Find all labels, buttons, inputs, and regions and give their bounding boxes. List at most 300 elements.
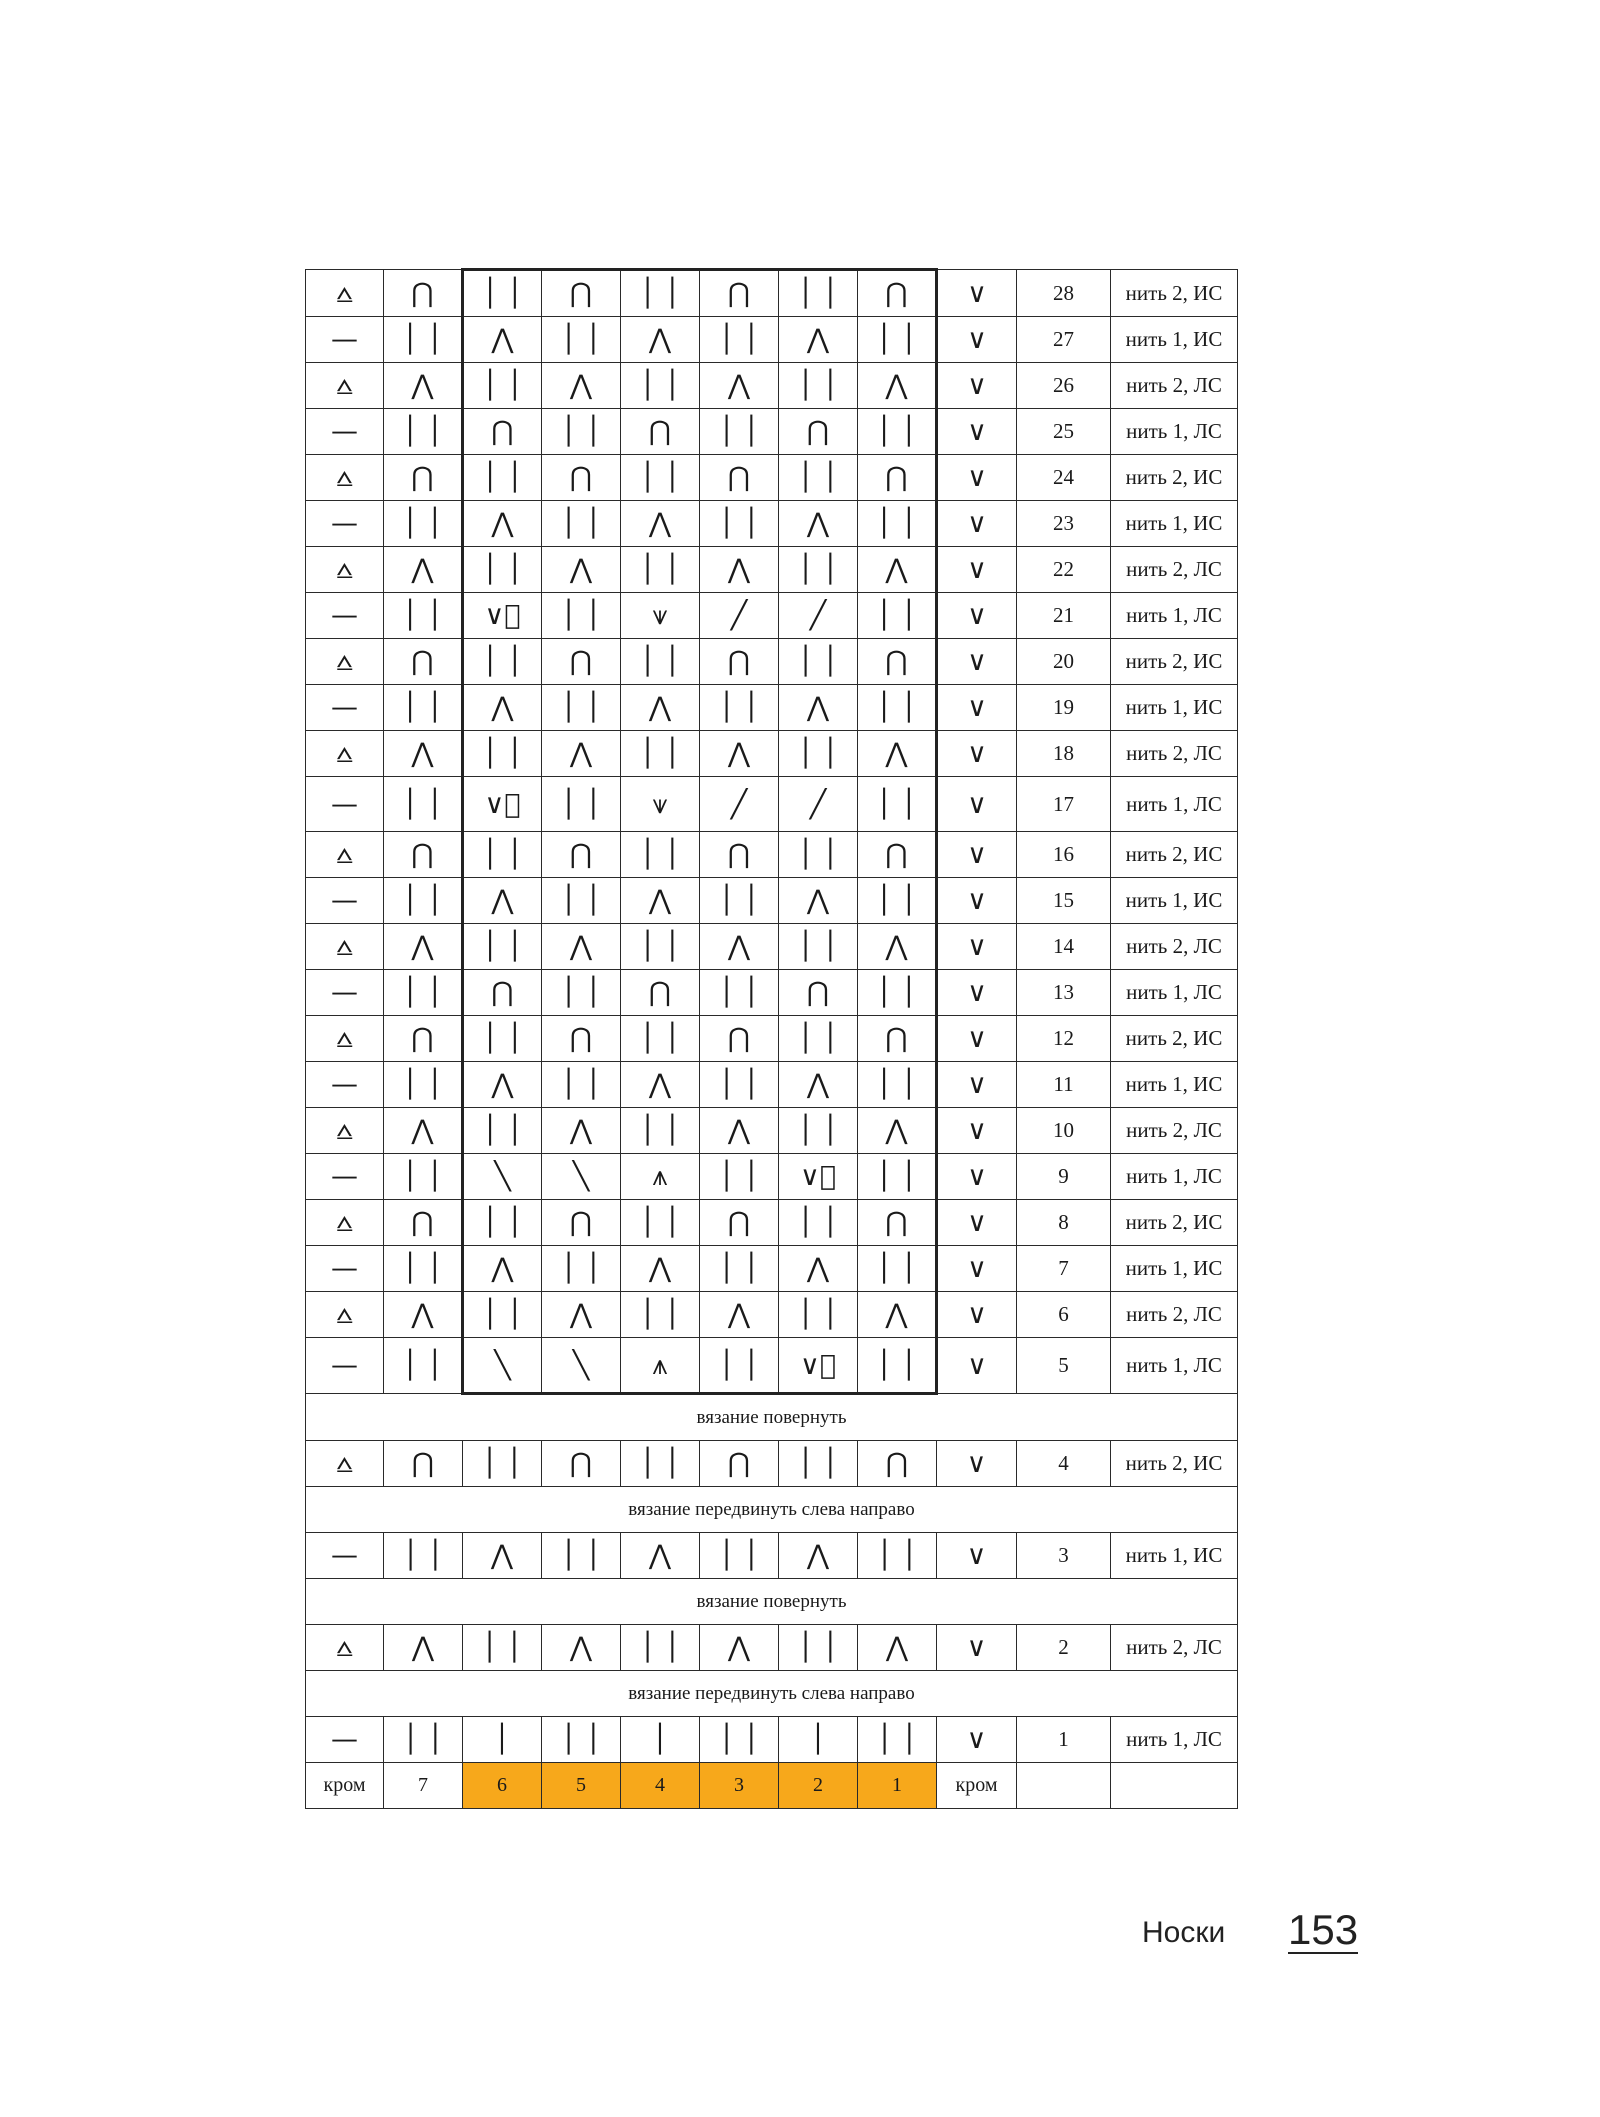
- stitch-symbol: │ │: [542, 1717, 621, 1763]
- stitch-number: 1: [858, 1763, 937, 1809]
- stitch-symbol: ⩟: [306, 1625, 384, 1671]
- stitch-symbol: ⋂: [542, 1016, 621, 1062]
- stitch-symbol: │ │: [542, 501, 621, 547]
- stitch-symbol: │ │: [384, 878, 463, 924]
- stitch-symbol: ∨: [937, 547, 1017, 593]
- yarn-side-label: нить 2, ЛС: [1111, 924, 1238, 970]
- stitch-symbol: │ │: [621, 1200, 700, 1246]
- chart-row: [306, 924, 1238, 970]
- chart-row: [306, 1717, 1238, 1763]
- stitch-symbol: │ │: [700, 409, 779, 455]
- stitch-symbol: │ │: [463, 639, 542, 685]
- chart-row: [306, 832, 1238, 878]
- yarn-side-label: нить 1, ЛС: [1111, 1154, 1238, 1200]
- stitch-symbol: │ │: [384, 1062, 463, 1108]
- stitch-symbol: │ │: [700, 1154, 779, 1200]
- yarn-side-label: нить 2, ЛС: [1111, 1292, 1238, 1338]
- chart-row: [306, 409, 1238, 455]
- stitch-symbol: —: [306, 1717, 384, 1763]
- stitch-symbol: —: [306, 1062, 384, 1108]
- stitch-symbol: ∨͛: [463, 593, 542, 639]
- stitch-symbol: ⩟: [306, 455, 384, 501]
- stitch-symbol: │ │: [779, 924, 858, 970]
- stitch-symbol: ∨: [937, 1292, 1017, 1338]
- stitch-symbol: │ │: [858, 777, 937, 832]
- stitch-symbol: ⋂: [384, 455, 463, 501]
- stitch-symbol: ⋀: [542, 547, 621, 593]
- stitch-symbol: │: [779, 1717, 858, 1763]
- stitch-symbol: │ │: [779, 1016, 858, 1062]
- stitch-symbol: │ │: [858, 685, 937, 731]
- stitch-symbol: │ │: [779, 1292, 858, 1338]
- stitch-number: 3: [700, 1763, 779, 1809]
- stitch-symbol: ⋂: [858, 1016, 937, 1062]
- stitch-symbol: │ │: [542, 1246, 621, 1292]
- stitch-symbol: —: [306, 685, 384, 731]
- chart-row: [306, 455, 1238, 501]
- stitch-symbol: ⋀: [700, 1292, 779, 1338]
- stitch-symbol: ⋀: [384, 1625, 463, 1671]
- stitch-symbol: ⋀: [384, 1108, 463, 1154]
- stitch-symbol: │ │: [542, 409, 621, 455]
- stitch-symbol: │ │: [463, 1016, 542, 1062]
- stitch-symbol: │ │: [384, 593, 463, 639]
- stitch-symbol: ⋀: [542, 1108, 621, 1154]
- stitch-symbol: ⋂: [384, 1016, 463, 1062]
- stitch-symbol: ∨: [937, 639, 1017, 685]
- stitch-symbol: │ │: [384, 685, 463, 731]
- row-number: 23: [1017, 501, 1111, 547]
- stitch-symbol: ⋀: [463, 1062, 542, 1108]
- stitch-symbol: ⋀: [858, 363, 937, 409]
- yarn-side-label: нить 1, ЛС: [1111, 593, 1238, 639]
- chart-row: [306, 1108, 1238, 1154]
- stitch-symbol: ╲: [542, 1338, 621, 1394]
- stitch-symbol: ∨: [937, 970, 1017, 1016]
- stitch-symbol: ╱: [779, 593, 858, 639]
- stitch-symbol: │ │: [858, 1062, 937, 1108]
- stitch-symbol: │ │: [384, 1338, 463, 1394]
- stitch-symbol: │ │: [384, 1246, 463, 1292]
- stitch-symbol: │ │: [858, 501, 937, 547]
- stitch-symbol: ∨: [937, 1154, 1017, 1200]
- stitch-symbol: ∨: [937, 777, 1017, 832]
- stitch-symbol: ⩟: [306, 270, 384, 317]
- stitch-symbol: ∨: [937, 501, 1017, 547]
- stitch-symbol: │ │: [779, 1625, 858, 1671]
- stitch-symbol: │: [621, 1717, 700, 1763]
- stitch-symbol: ⋀: [384, 547, 463, 593]
- stitch-symbol: ⋀: [779, 317, 858, 363]
- yarn-side-label: нить 1, ИС: [1111, 878, 1238, 924]
- stitch-symbol: │ │: [700, 1717, 779, 1763]
- stitch-symbol: ∨: [937, 363, 1017, 409]
- stitch-symbol: │ │: [542, 685, 621, 731]
- stitch-symbol: │ │: [858, 1154, 937, 1200]
- row-number: 12: [1017, 1016, 1111, 1062]
- chart-row: [306, 1292, 1238, 1338]
- stitch-symbol: │ │: [779, 363, 858, 409]
- row-number: 14: [1017, 924, 1111, 970]
- stitch-symbol: │ │: [700, 1338, 779, 1394]
- row-number: 25: [1017, 409, 1111, 455]
- stitch-symbol: ⋀: [384, 924, 463, 970]
- stitch-symbol: ⋂: [463, 970, 542, 1016]
- stitch-symbol: ╲: [463, 1338, 542, 1394]
- yarn-side-label: нить 2, ИС: [1111, 455, 1238, 501]
- chart-row: [306, 639, 1238, 685]
- stitch-symbol: ∨͛: [779, 1154, 858, 1200]
- stitch-number: 7: [384, 1763, 463, 1809]
- stitch-symbol: │ │: [384, 777, 463, 832]
- yarn-side-label: нить 1, ЛС: [1111, 1338, 1238, 1394]
- yarn-side-label: нить 1, ЛС: [1111, 970, 1238, 1016]
- stitch-symbol: │ │: [779, 547, 858, 593]
- stitch-symbol: ⋀: [463, 501, 542, 547]
- yarn-side-label: нить 2, ИС: [1111, 1016, 1238, 1062]
- stitch-symbol: ⩟: [306, 547, 384, 593]
- stitch-symbol: ∨: [937, 1016, 1017, 1062]
- stitch-symbol: │ │: [463, 1200, 542, 1246]
- stitch-symbol: │ │: [542, 317, 621, 363]
- stitch-symbol: ∨: [937, 924, 1017, 970]
- edge-stitch-label: кром: [306, 1763, 384, 1809]
- stitch-symbol: ⋂: [542, 1441, 621, 1487]
- stitch-symbol: ⋀: [779, 1533, 858, 1579]
- chart-row: [306, 317, 1238, 363]
- stitch-symbol: ⋀: [858, 731, 937, 777]
- section-title: Носки: [1142, 1916, 1226, 1949]
- stitch-symbol: ⋂: [858, 832, 937, 878]
- stitch-symbol: ⩛: [621, 593, 700, 639]
- stitch-symbol: │ │: [779, 731, 858, 777]
- stitch-symbol: ∨: [937, 1062, 1017, 1108]
- stitch-symbol: │ │: [858, 1533, 937, 1579]
- stitch-symbol: │ │: [542, 878, 621, 924]
- stitch-symbol: │ │: [700, 970, 779, 1016]
- stitch-symbol: ⩟: [306, 639, 384, 685]
- chart-row: [306, 1625, 1238, 1671]
- stitch-number: [1111, 1763, 1238, 1809]
- row-number: 24: [1017, 455, 1111, 501]
- chart-row: [306, 363, 1238, 409]
- instruction-note: вязание повернуть: [306, 1579, 1238, 1625]
- stitch-symbol: ⋂: [542, 832, 621, 878]
- row-number: 18: [1017, 731, 1111, 777]
- stitch-symbol: ⋀: [700, 547, 779, 593]
- stitch-symbol: │ │: [621, 270, 700, 317]
- stitch-symbol: ⋀: [542, 1625, 621, 1671]
- stitch-symbol: │ │: [384, 317, 463, 363]
- yarn-side-label: нить 2, ИС: [1111, 832, 1238, 878]
- chart-row: [306, 1533, 1238, 1579]
- stitch-symbol: ╱: [700, 777, 779, 832]
- stitch-symbol: ⋀: [858, 547, 937, 593]
- stitch-symbol: │ │: [384, 1533, 463, 1579]
- stitch-symbol: ⋂: [542, 270, 621, 317]
- stitch-symbol: ⋀: [779, 878, 858, 924]
- stitch-symbol: │ │: [858, 409, 937, 455]
- stitch-symbol: ⋀: [384, 363, 463, 409]
- instruction-row: [306, 1671, 1238, 1717]
- stitch-symbol: │ │: [463, 363, 542, 409]
- chart-row: [306, 1154, 1238, 1200]
- row-number: 2: [1017, 1625, 1111, 1671]
- stitch-symbol: ⋀: [621, 878, 700, 924]
- stitch-symbol: ⋂: [779, 970, 858, 1016]
- stitch-symbol: ⋀: [779, 501, 858, 547]
- stitch-symbol: │ │: [621, 1016, 700, 1062]
- stitch-symbol: ⋀: [542, 924, 621, 970]
- stitch-symbol: ⋀: [700, 363, 779, 409]
- stitch-symbol: ∨: [937, 1625, 1017, 1671]
- stitch-symbol: ⋂: [858, 639, 937, 685]
- yarn-side-label: нить 2, ИС: [1111, 270, 1238, 317]
- row-number: 11: [1017, 1062, 1111, 1108]
- stitch-symbol: ⋂: [621, 409, 700, 455]
- stitch-symbol: ⋂: [700, 832, 779, 878]
- stitch-symbol: ⋂: [700, 455, 779, 501]
- stitch-symbol: │ │: [621, 832, 700, 878]
- stitch-symbol: │ │: [621, 731, 700, 777]
- stitch-symbol: ∨: [937, 455, 1017, 501]
- stitch-symbol: │ │: [621, 1441, 700, 1487]
- stitch-symbol: —: [306, 1154, 384, 1200]
- chart-row: [306, 270, 1238, 317]
- stitch-symbol: ∨: [937, 685, 1017, 731]
- stitch-symbol: ⋂: [858, 1200, 937, 1246]
- stitch-symbol: ⋀: [779, 1246, 858, 1292]
- stitch-symbol: ∨: [937, 317, 1017, 363]
- stitch-symbol: │: [463, 1717, 542, 1763]
- row-number: 1: [1017, 1717, 1111, 1763]
- stitch-symbol: ⋀: [621, 1246, 700, 1292]
- knitting-chart: [305, 268, 1238, 1809]
- stitch-symbol: ⋂: [700, 1441, 779, 1487]
- stitch-symbol: ⋂: [700, 1200, 779, 1246]
- stitch-symbol: ⩟: [306, 1441, 384, 1487]
- stitch-symbol: ⩟: [306, 832, 384, 878]
- stitch-symbol: │ │: [463, 832, 542, 878]
- yarn-side-label: нить 1, ИС: [1111, 317, 1238, 363]
- stitch-symbol: │ │: [621, 547, 700, 593]
- stitch-symbol: ⋀: [858, 1625, 937, 1671]
- stitch-symbol: ⩚: [621, 1154, 700, 1200]
- stitch-number: [1017, 1763, 1111, 1809]
- stitch-symbol: │ │: [779, 832, 858, 878]
- stitch-symbol: ∨: [937, 1533, 1017, 1579]
- stitch-symbol: ⋀: [700, 1108, 779, 1154]
- yarn-side-label: нить 1, ИС: [1111, 501, 1238, 547]
- stitch-symbol: │ │: [621, 363, 700, 409]
- row-number: 22: [1017, 547, 1111, 593]
- stitch-symbol: ⋂: [384, 270, 463, 317]
- chart-row: [306, 1062, 1238, 1108]
- row-number: 13: [1017, 970, 1111, 1016]
- yarn-side-label: нить 2, ЛС: [1111, 731, 1238, 777]
- stitch-symbol: ⋀: [700, 731, 779, 777]
- stitch-symbol: │ │: [858, 970, 937, 1016]
- stitch-symbol: │ │: [779, 1441, 858, 1487]
- stitch-symbol: │ │: [542, 1533, 621, 1579]
- stitch-symbol: ⋀: [858, 1108, 937, 1154]
- stitch-symbol: ⩟: [306, 363, 384, 409]
- stitch-symbol: ⋀: [542, 731, 621, 777]
- stitch-symbol: ╱: [700, 593, 779, 639]
- chart-row: [306, 878, 1238, 924]
- stitch-symbol: —: [306, 317, 384, 363]
- stitch-symbol: │ │: [463, 270, 542, 317]
- stitch-symbol: ∨: [937, 270, 1017, 317]
- yarn-side-label: нить 2, ИС: [1111, 1200, 1238, 1246]
- yarn-side-label: нить 1, ИС: [1111, 1533, 1238, 1579]
- stitch-symbol: ∨: [937, 731, 1017, 777]
- yarn-side-label: нить 2, ЛС: [1111, 363, 1238, 409]
- yarn-side-label: нить 2, ИС: [1111, 639, 1238, 685]
- stitch-symbol: │ │: [463, 924, 542, 970]
- stitch-symbol: ⋂: [384, 1200, 463, 1246]
- stitch-symbol: ⋀: [779, 685, 858, 731]
- stitch-symbol: ⋂: [858, 270, 937, 317]
- stitch-symbol: ∨: [937, 832, 1017, 878]
- yarn-side-label: нить 1, ЛС: [1111, 777, 1238, 832]
- stitch-symbol: │ │: [463, 1292, 542, 1338]
- stitch-symbol: ⋂: [542, 639, 621, 685]
- stitch-symbol: ⋂: [858, 1441, 937, 1487]
- stitch-symbol: │ │: [858, 1246, 937, 1292]
- stitch-symbol: │ │: [779, 270, 858, 317]
- stitch-symbol: │ │: [621, 455, 700, 501]
- stitch-symbol: ⋀: [858, 1292, 937, 1338]
- stitch-symbol: │ │: [542, 1062, 621, 1108]
- row-number: 4: [1017, 1441, 1111, 1487]
- stitch-symbol: ⩟: [306, 1016, 384, 1062]
- stitch-number: 6: [463, 1763, 542, 1809]
- row-number: 16: [1017, 832, 1111, 878]
- stitch-symbol: ∨: [937, 1717, 1017, 1763]
- stitch-number: 2: [779, 1763, 858, 1809]
- stitch-symbol: │ │: [858, 317, 937, 363]
- stitch-symbol: ⋀: [463, 878, 542, 924]
- stitch-symbol: │ │: [621, 1292, 700, 1338]
- instruction-row: [306, 1394, 1238, 1441]
- stitch-symbol: │ │: [463, 1108, 542, 1154]
- chart-row: [306, 1246, 1238, 1292]
- stitch-symbol: ⋂: [542, 455, 621, 501]
- stitch-symbol: │ │: [463, 731, 542, 777]
- stitch-symbol: ⋀: [542, 363, 621, 409]
- stitch-symbol: —: [306, 501, 384, 547]
- stitch-symbol: —: [306, 409, 384, 455]
- stitch-symbol: ╲: [542, 1154, 621, 1200]
- stitch-symbol: ∨͛: [463, 777, 542, 832]
- yarn-side-label: нить 2, ЛС: [1111, 547, 1238, 593]
- stitch-symbol: │ │: [384, 1717, 463, 1763]
- stitch-symbol: │ │: [463, 1625, 542, 1671]
- stitch-symbol: │ │: [542, 593, 621, 639]
- chart-row: [306, 1441, 1238, 1487]
- stitch-symbol: ⋂: [700, 270, 779, 317]
- stitch-symbol: │ │: [621, 924, 700, 970]
- instruction-row: [306, 1579, 1238, 1625]
- chart-row: [306, 1338, 1238, 1394]
- chart-row: [306, 501, 1238, 547]
- chart-row: [306, 970, 1238, 1016]
- row-number: 15: [1017, 878, 1111, 924]
- stitch-symbol: │ │: [779, 639, 858, 685]
- row-number: 19: [1017, 685, 1111, 731]
- stitch-symbol: ⋀: [542, 1292, 621, 1338]
- stitch-number: 5: [542, 1763, 621, 1809]
- stitch-symbol: —: [306, 1338, 384, 1394]
- chart-row: [306, 547, 1238, 593]
- stitch-symbol: ∨: [937, 593, 1017, 639]
- instruction-note: вязание передвинуть слева направо: [306, 1671, 1238, 1717]
- stitch-symbol: │ │: [463, 547, 542, 593]
- row-number: 6: [1017, 1292, 1111, 1338]
- yarn-side-label: нить 1, ЛС: [1111, 1717, 1238, 1763]
- chart-row: [306, 593, 1238, 639]
- stitch-symbol: │ │: [779, 1108, 858, 1154]
- stitch-symbol: ╲: [463, 1154, 542, 1200]
- stitch-symbol: │ │: [463, 1441, 542, 1487]
- stitch-symbol: │ │: [621, 639, 700, 685]
- instruction-row: [306, 1487, 1238, 1533]
- yarn-side-label: нить 1, ЛС: [1111, 409, 1238, 455]
- row-number: 7: [1017, 1246, 1111, 1292]
- yarn-side-label: нить 1, ИС: [1111, 1246, 1238, 1292]
- stitch-symbol: ⋂: [700, 1016, 779, 1062]
- yarn-side-label: нить 2, ЛС: [1111, 1625, 1238, 1671]
- stitch-symbol: ⋀: [621, 1062, 700, 1108]
- stitch-symbol: ∨: [937, 878, 1017, 924]
- stitch-symbol: ⋂: [700, 639, 779, 685]
- chart-row: [306, 1200, 1238, 1246]
- stitch-symbol: ∨͛: [779, 1338, 858, 1394]
- stitch-symbol: ⋀: [463, 317, 542, 363]
- chart-row: [306, 1016, 1238, 1062]
- page-number: 153: [1288, 1906, 1359, 1953]
- stitch-symbol: ⩚: [621, 1338, 700, 1394]
- stitch-symbol: ⩟: [306, 1108, 384, 1154]
- stitch-symbol: ⩟: [306, 1292, 384, 1338]
- stitch-symbol: —: [306, 593, 384, 639]
- stitch-symbol: │ │: [384, 1154, 463, 1200]
- stitch-symbol: │ │: [858, 1717, 937, 1763]
- chart-row: [306, 731, 1238, 777]
- yarn-side-label: нить 2, ЛС: [1111, 1108, 1238, 1154]
- stitch-symbol: —: [306, 970, 384, 1016]
- stitch-symbol: │ │: [700, 317, 779, 363]
- stitch-symbol: ⋂: [384, 832, 463, 878]
- stitch-symbol: ⩟: [306, 1200, 384, 1246]
- stitch-symbol: ⋂: [858, 455, 937, 501]
- row-number: 17: [1017, 777, 1111, 832]
- stitch-symbol: —: [306, 878, 384, 924]
- stitch-number: 4: [621, 1763, 700, 1809]
- stitch-symbol: ⋀: [384, 731, 463, 777]
- stitch-symbol: ∨: [937, 409, 1017, 455]
- stitch-symbol: │ │: [542, 777, 621, 832]
- stitch-symbol: │ │: [700, 1246, 779, 1292]
- stitch-symbol: │ │: [858, 593, 937, 639]
- stitch-symbol: ⋀: [700, 924, 779, 970]
- yarn-side-label: нить 1, ИС: [1111, 685, 1238, 731]
- stitch-symbol: ⋀: [463, 1533, 542, 1579]
- stitch-symbol: ⋀: [384, 1292, 463, 1338]
- row-number: 3: [1017, 1533, 1111, 1579]
- stitch-symbol: ⋀: [621, 501, 700, 547]
